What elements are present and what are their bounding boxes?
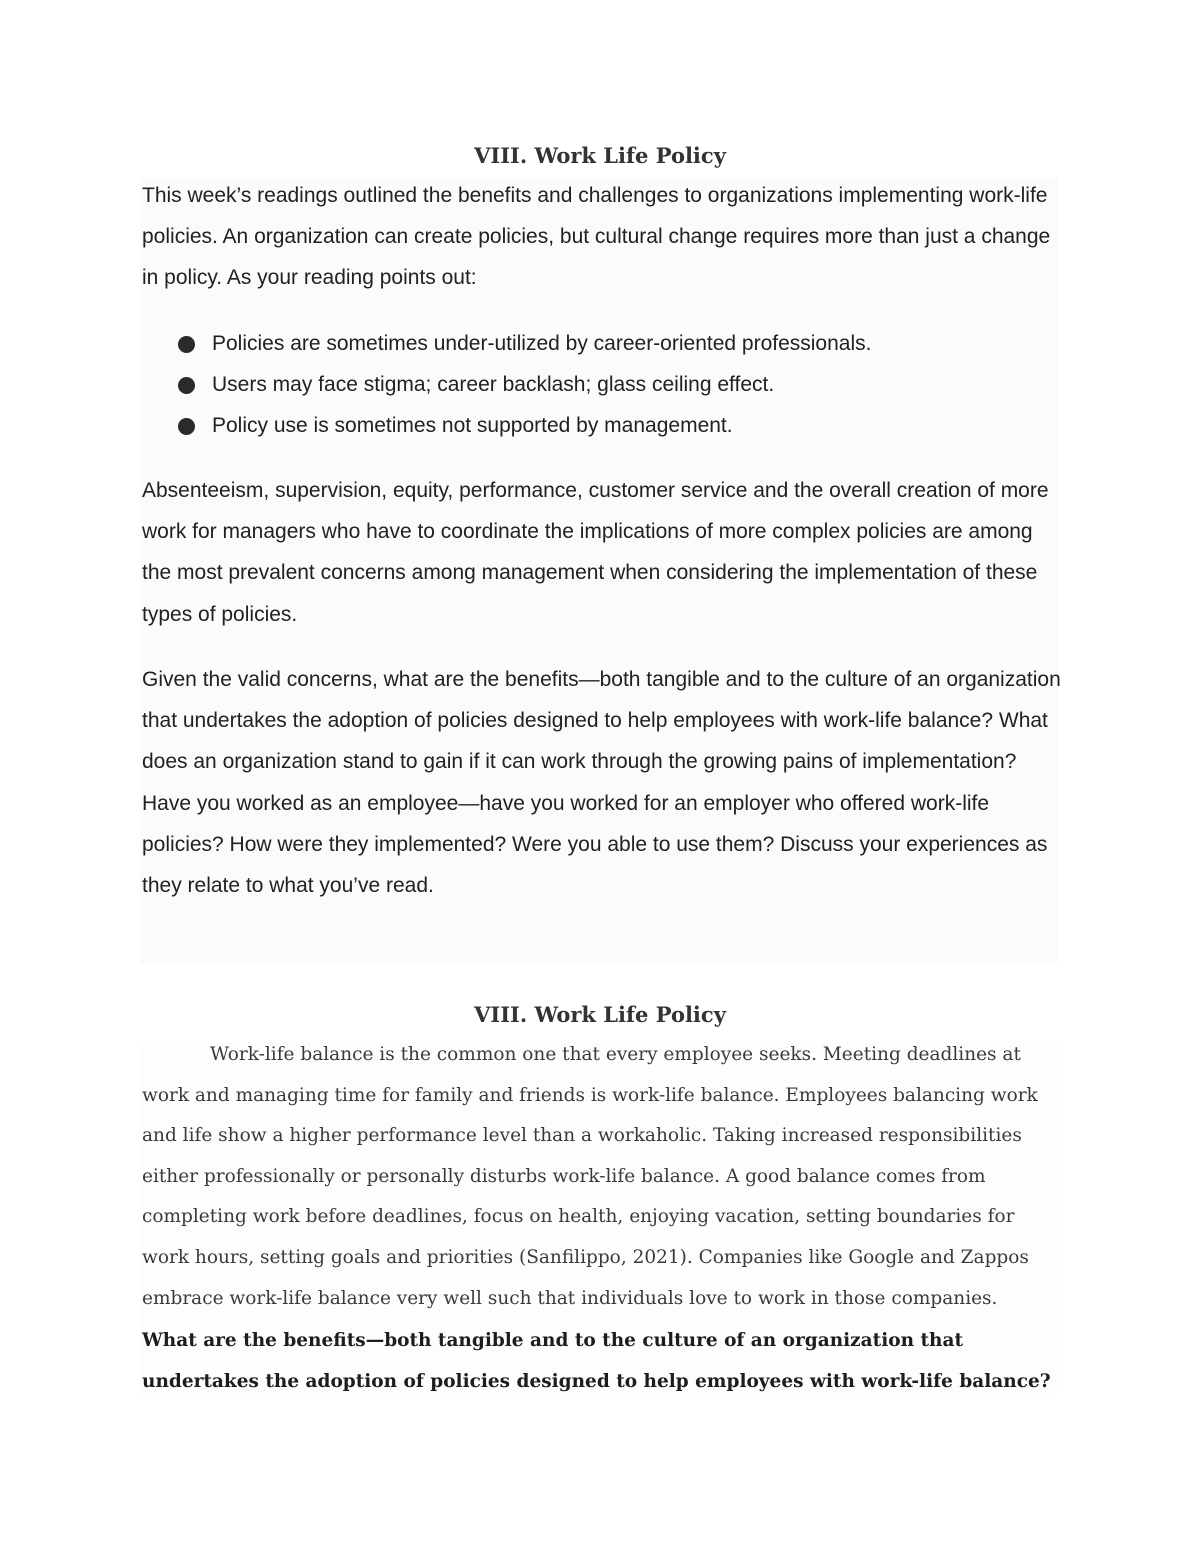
section-heading-question: VIII. Work Life Policy (474, 143, 726, 168)
answer-body-paragraph: Work-life balance is the common one that every employee seeks. Meeting deadlines at work and managing time for family and friends is work-life balance. Employees balancing work and life show a higher performance level than a workaholic. Taking increased responsibilities either professionally or personally disturbs work-life balance. A good balance comes from completing work before deadlines, focus on health, enjoying vacation, setting boundaries for work hours, setting goals and priorities (Sanfilippo, 2021). Companies like Google and Zappos embrace work-life balance very well such that individuals love to work in those companies. (142, 1044, 1038, 1309)
bullet-text: Users may face stigma; career backlash; glass ceiling effect. (212, 373, 775, 396)
bullet-icon (178, 377, 195, 394)
bullet-icon (178, 336, 195, 353)
list-item (176, 323, 1056, 364)
bullet-list (176, 323, 1056, 446)
section-heading-answer: VIII. Work Life Policy (474, 1002, 726, 1027)
list-item (176, 364, 1056, 405)
bold-question-paragraph: What are the benefits—both tangible and to the culture of an organization that undertakes the adoption of policies designed to help employees with work-life balance? (142, 1330, 1051, 1392)
bullet-text: Policy use is sometimes not supported by management. (212, 414, 733, 437)
bullet-text: Policies are sometimes under-utilized by career-oriented professionals. (212, 332, 872, 355)
bullet-icon (178, 418, 195, 435)
questions-paragraph: Given the valid concerns, what are the benefits—both tangible and to the culture of an organization that undertakes the adoption of policies designed to help employees with work-life balance? What does an organization stand to gain if it can work through the growing pains of implementation? Have you worked as an employee—have you worked for an employer who offered work-life policies? How were they implemented? Were you able to use them? Discuss your experiences as they relate to what you’ve read. (142, 668, 1061, 898)
list-item (176, 405, 1056, 446)
intro-paragraph: This week’s readings outlined the benefits and challenges to organizations implementing work-life policies. An organization can create policies, but cultural change requires more than just a change in policy. As your reading points out: (142, 184, 1051, 290)
concerns-paragraph: Absenteeism, supervision, equity, performance, customer service and the overall creation of more work for managers who have to coordinate the implications of more complex policies are among the most prevalent concerns among management when considering the implementation of these types of policies. (142, 479, 1049, 626)
